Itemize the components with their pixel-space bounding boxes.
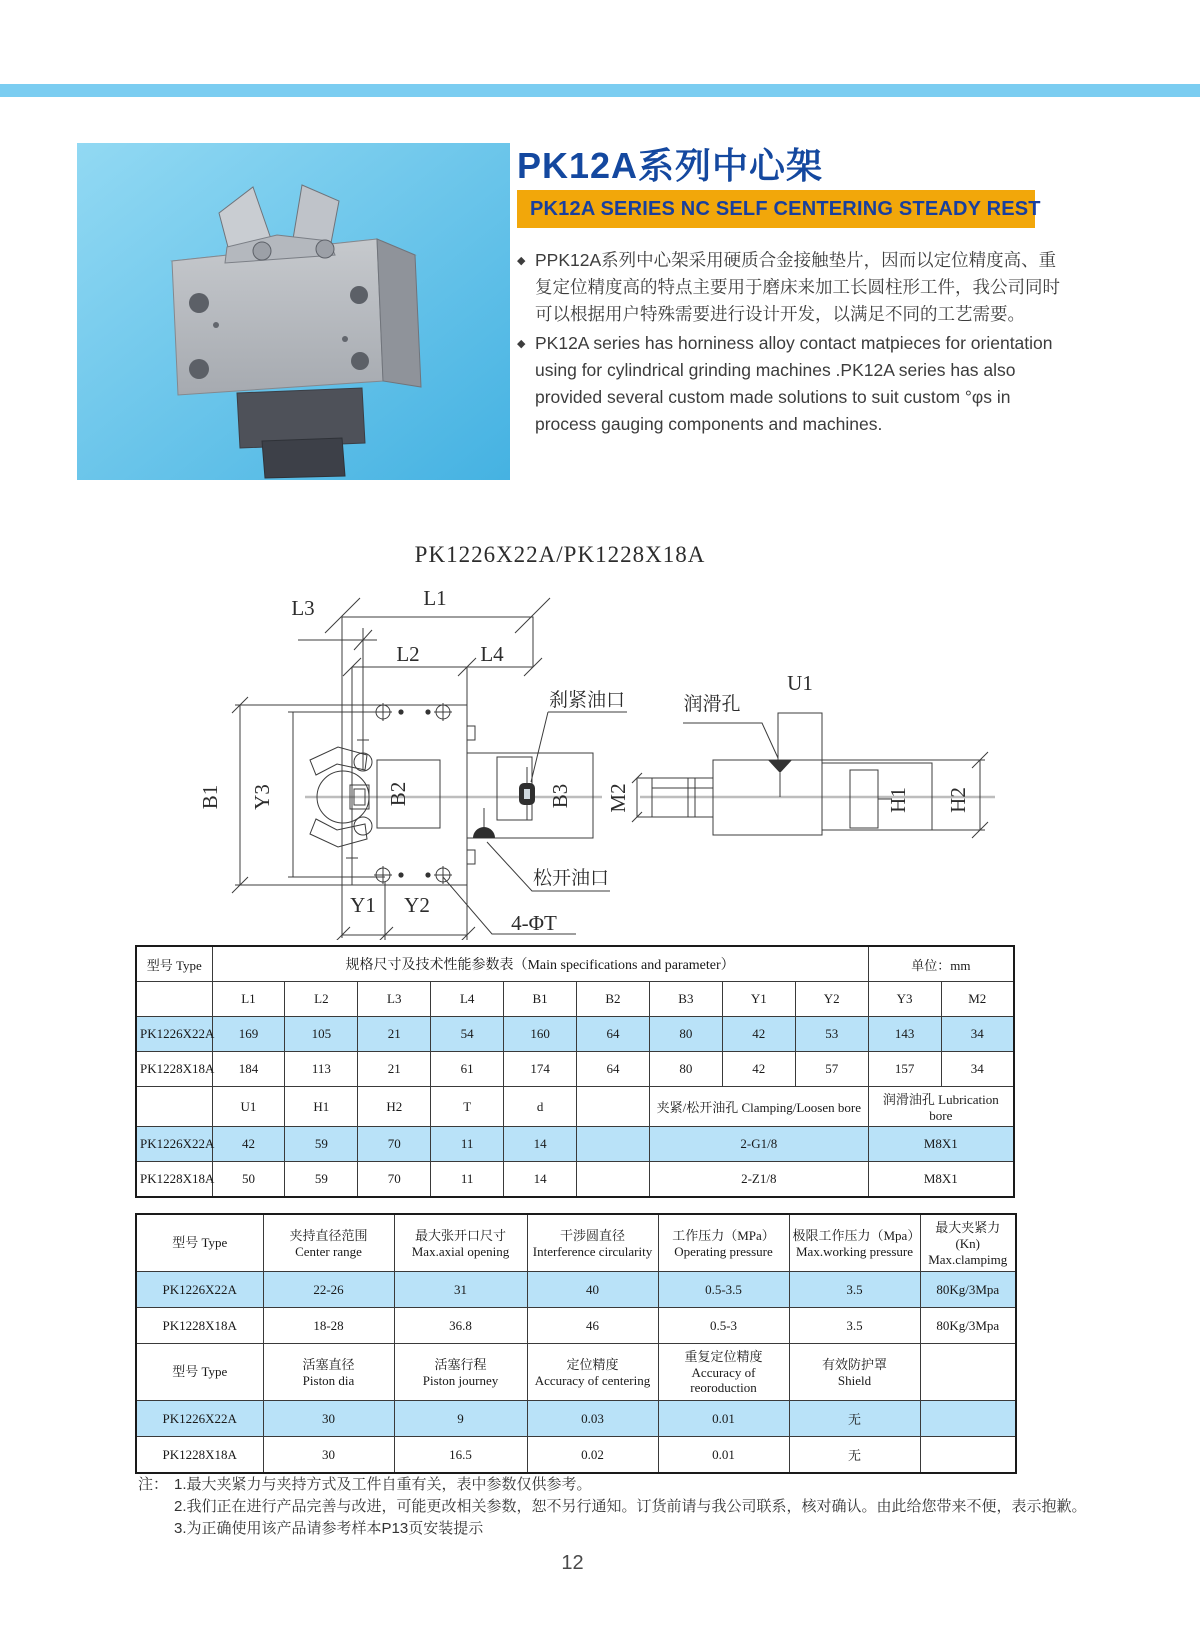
bullet-en-text: PK12A series has horniness alloy contact matpieces for orientation using for cylindrical grinding machines .PK12A series has also provided several custom made solutions to suit custom °φs in process gauging components and machines. xyxy=(535,333,1053,434)
t2-val: 36.8 xyxy=(394,1308,527,1344)
note-line xyxy=(138,1518,1098,1540)
t1-col: L4 xyxy=(431,982,504,1017)
t1-model: PK1226X22A xyxy=(136,1127,212,1162)
table-row xyxy=(136,982,1014,1017)
t2-val: 30 xyxy=(263,1437,394,1474)
note-prefix-spacer xyxy=(138,1496,174,1518)
t1-model: PK1228X18A xyxy=(136,1052,212,1087)
t2-val: 18-28 xyxy=(263,1308,394,1344)
t1-model: PK1228X18A xyxy=(136,1162,212,1198)
t2-val: 0.01 xyxy=(658,1401,789,1437)
t2-val: 40 xyxy=(527,1272,658,1308)
t1-val: 59 xyxy=(285,1162,358,1198)
t1-val: 50 xyxy=(212,1162,285,1198)
t2-col-cn: 最大夹紧力(Kn) xyxy=(935,1219,1001,1251)
bullet-en xyxy=(517,330,1069,438)
t1-val: 21 xyxy=(358,1052,431,1087)
t1-val: 169 xyxy=(212,1017,285,1052)
t2-col xyxy=(263,1344,394,1401)
t2-col xyxy=(527,1214,658,1272)
t1-val: 11 xyxy=(431,1162,504,1198)
t2-col-en: Max.clampimg xyxy=(928,1251,1008,1267)
t1-val: 70 xyxy=(358,1127,431,1162)
t1-val-clamping: 2-Z1/8 xyxy=(649,1162,868,1198)
note-line xyxy=(138,1496,1098,1518)
t1-col: M2 xyxy=(941,982,1014,1017)
t2-col xyxy=(658,1344,789,1401)
performance-table xyxy=(135,1213,1017,1474)
t1-unit: 单位：mm xyxy=(868,946,1014,982)
note-text: 3.为正确使用该产品请参考样本P13页安装提示 xyxy=(174,1520,484,1537)
t1-col: B2 xyxy=(577,982,650,1017)
table-row xyxy=(136,1087,1014,1127)
t1-val: 113 xyxy=(285,1052,358,1087)
t1-col: H1 xyxy=(285,1087,358,1127)
t2-val: 0.5-3 xyxy=(658,1308,789,1344)
t2-model: PK1228X18A xyxy=(136,1308,263,1344)
dim-Y3: Y3 xyxy=(250,784,274,810)
t1-val: 14 xyxy=(504,1127,577,1162)
page-title: PK12A系列中心架 xyxy=(517,145,824,186)
t1-col: T xyxy=(431,1087,504,1127)
bullet-cn xyxy=(517,247,1069,328)
t1-val: 174 xyxy=(504,1052,577,1087)
t1-val: 80 xyxy=(649,1052,722,1087)
dim-M2: M2 xyxy=(606,783,630,813)
top-accent-bar xyxy=(0,84,1200,97)
t2-val: 22-26 xyxy=(263,1272,394,1308)
note-line xyxy=(138,1474,1098,1496)
t1-col: B1 xyxy=(504,982,577,1017)
t1-val-lubrication: M8X1 xyxy=(868,1127,1014,1162)
t1-model: PK1226X22A xyxy=(136,1017,212,1052)
t1-col: H2 xyxy=(358,1087,431,1127)
dim-B2: B2 xyxy=(386,781,410,807)
t1-type-header: 型号 Type xyxy=(136,946,212,982)
series-banner: PK12A SERIES NC SELF CENTERING STEADY REST xyxy=(517,190,1035,228)
t2-col xyxy=(394,1214,527,1272)
callout-lube-hole: 润滑孔 xyxy=(683,694,741,715)
t1-val-lubrication: M8X1 xyxy=(868,1162,1014,1198)
diamond-bullet-icon: ◆ xyxy=(517,255,526,267)
page-number: 12 xyxy=(561,1552,584,1574)
t2-val: 30 xyxy=(263,1401,394,1437)
t2-val: 3.5 xyxy=(789,1308,920,1344)
steady-rest-photo-illustration xyxy=(77,143,510,480)
t2-col-cn: 有效防护罩 xyxy=(821,1356,887,1372)
t2-model: PK1228X18A xyxy=(136,1437,263,1474)
table-row xyxy=(136,1437,1016,1474)
dimension-table xyxy=(135,945,1015,1198)
bullet-cn-text: PPK12A系列中心架采用硬质合金接触垫片，因而以定位精度高、重复定位精度高的特点主要用于磨床来加工长圆柱形工件，我公司同时可以根据用户特殊需要进行设计开发，以满足不同的工艺需要。 xyxy=(535,250,1060,324)
t1-col: U1 xyxy=(212,1087,285,1127)
dim-H1: H1 xyxy=(886,787,910,813)
dim-L2: L2 xyxy=(396,642,420,666)
t1-blank xyxy=(577,1127,650,1162)
dim-H2: H2 xyxy=(946,787,970,813)
t2-col xyxy=(789,1344,920,1401)
callout-brake-port: 刹紧油口 xyxy=(548,690,626,711)
t1-val: 11 xyxy=(431,1127,504,1162)
footnotes xyxy=(138,1474,1098,1540)
t1-val: 34 xyxy=(941,1017,1014,1052)
t2-val: 0.03 xyxy=(527,1401,658,1437)
note-prefix: 注： xyxy=(138,1476,169,1493)
t2-col-cn: 活塞行程 xyxy=(434,1356,487,1372)
t1-val: 157 xyxy=(868,1052,941,1087)
t2-col-en: Accuracy of reoroduction xyxy=(690,1365,757,1395)
t2-col-en: Piston journey xyxy=(422,1372,499,1388)
t2-col-cn: 工作压力（MPa） xyxy=(672,1227,775,1243)
t2-col-en: Max.working pressure xyxy=(796,1243,913,1259)
t1-blank xyxy=(577,1087,650,1127)
table-row xyxy=(136,1401,1016,1437)
dim-L4: L4 xyxy=(480,642,504,666)
t1-val: 64 xyxy=(577,1017,650,1052)
t1-val: 64 xyxy=(577,1052,650,1087)
t1-col-clamping: 夹紧/松开油孔 Clamping/Loosen bore xyxy=(649,1087,868,1127)
t1-val: 143 xyxy=(868,1017,941,1052)
t1-val: 42 xyxy=(722,1052,795,1087)
t2-val xyxy=(920,1437,1016,1474)
t1-col-lubrication: 润滑油孔 Lubrication bore xyxy=(868,1087,1014,1127)
t1-val: 57 xyxy=(795,1052,868,1087)
t1-val-clamping: 2-G1/8 xyxy=(649,1127,868,1162)
t2-val xyxy=(920,1401,1016,1437)
table-row xyxy=(136,1017,1014,1052)
t2-val: 无 xyxy=(789,1401,920,1437)
product-photo xyxy=(77,143,510,480)
t1-val: 61 xyxy=(431,1052,504,1087)
t2-val: 0.01 xyxy=(658,1437,789,1474)
t1-val: 21 xyxy=(358,1017,431,1052)
t2-val: 0.5-3.5 xyxy=(658,1272,789,1308)
t2-col-en: Accuracy of centering xyxy=(534,1372,651,1388)
t1-col: B3 xyxy=(649,982,722,1017)
table-row xyxy=(136,1127,1014,1162)
t2-col-cn: 型号 Type xyxy=(172,1364,228,1379)
t1-val: 53 xyxy=(795,1017,868,1052)
t1-blank xyxy=(136,1087,212,1127)
table-row xyxy=(136,946,1014,982)
t2-col-cn: 最大张开口尺寸 xyxy=(414,1227,506,1243)
t2-col-cn: 极限工作压力（Mpa） xyxy=(792,1227,921,1243)
note-text: 1.最大夹紧力与夹持方式及工件自重有关，表中参数仅供参考。 xyxy=(174,1476,592,1493)
note-text: 2.我们正在进行产品完善与改进，可能更改相关参数，恕不另行通知。订货前请与我公司联系，核对确认。由此给您带来不便，表示抱歉。 xyxy=(174,1498,1087,1515)
t1-val: 42 xyxy=(722,1017,795,1052)
t1-val: 34 xyxy=(941,1052,1014,1087)
t2-val: 无 xyxy=(789,1437,920,1474)
t1-val: 80 xyxy=(649,1017,722,1052)
dim-B1: B1 xyxy=(198,784,222,810)
t2-col xyxy=(136,1344,263,1401)
t2-val: 3.5 xyxy=(789,1272,920,1308)
t2-val: 80Kg/3Mpa xyxy=(920,1272,1016,1308)
t2-model: PK1226X22A xyxy=(136,1272,263,1308)
table-row xyxy=(136,1344,1016,1401)
t1-blank xyxy=(577,1162,650,1198)
t2-col-en: Piston dia xyxy=(302,1372,355,1388)
t2-col xyxy=(263,1214,394,1272)
t1-col: L1 xyxy=(212,982,285,1017)
t1-col: L3 xyxy=(358,982,431,1017)
t2-model: PK1226X22A xyxy=(136,1401,263,1437)
t2-val: 80Kg/3Mpa xyxy=(920,1308,1016,1344)
t2-col-cn: 型号 Type xyxy=(172,1235,228,1250)
dim-B3: B3 xyxy=(548,783,572,809)
t1-main-title: 规格尺寸及技术性能参数表（Main specifications and parameter） xyxy=(212,946,868,982)
t1-val: 42 xyxy=(212,1127,285,1162)
t2-val: 46 xyxy=(527,1308,658,1344)
t1-val: 70 xyxy=(358,1162,431,1198)
t1-col: d xyxy=(504,1087,577,1127)
t2-col xyxy=(527,1344,658,1401)
t2-col xyxy=(394,1344,527,1401)
dim-L3: L3 xyxy=(291,596,315,620)
t2-val: 0.02 xyxy=(527,1437,658,1474)
diamond-bullet-icon: ◆ xyxy=(517,338,526,350)
t1-val: 14 xyxy=(504,1162,577,1198)
t2-col-cn: 夹持直径范围 xyxy=(289,1227,368,1243)
t2-val: 9 xyxy=(394,1401,527,1437)
t2-col xyxy=(136,1214,263,1272)
dim-U1: U1 xyxy=(787,671,813,695)
table-row xyxy=(136,1162,1014,1198)
t1-val: 105 xyxy=(285,1017,358,1052)
t2-col-cn: 活塞直径 xyxy=(302,1356,355,1372)
t2-col-cn: 干涉圆直径 xyxy=(559,1227,625,1243)
t2-col-en: Shield xyxy=(837,1372,872,1388)
t2-col xyxy=(920,1214,1016,1272)
intro-bullets xyxy=(517,247,1069,440)
t2-col xyxy=(789,1214,920,1272)
table-row xyxy=(136,1052,1014,1087)
technical-drawing xyxy=(140,520,1020,940)
t2-col xyxy=(920,1344,1016,1401)
t2-col xyxy=(658,1214,789,1272)
t2-col-en: Operating pressure xyxy=(674,1243,773,1259)
drawing-title: PK1226X22A/PK1228X18A xyxy=(414,542,706,567)
note-prefix-spacer xyxy=(138,1518,174,1540)
table-row xyxy=(136,1272,1016,1308)
t2-col-cn: 重复定位精度 xyxy=(684,1349,763,1364)
t1-val: 59 xyxy=(285,1127,358,1162)
t2-val: 16.5 xyxy=(394,1437,527,1474)
t1-col: Y3 xyxy=(868,982,941,1017)
t1-col: Y2 xyxy=(795,982,868,1017)
callout-loosen-port: 松开油口 xyxy=(532,868,610,889)
dim-L1: L1 xyxy=(423,586,447,610)
dim-Y1: Y1 xyxy=(350,893,376,917)
dim-4-phi-T: 4-ΦT xyxy=(511,911,557,935)
dim-Y2: Y2 xyxy=(404,893,430,917)
t1-col: Y1 xyxy=(722,982,795,1017)
t2-col-en: Max.axial opening xyxy=(411,1243,510,1259)
t2-col-en: Center range xyxy=(295,1243,362,1259)
table-row xyxy=(136,1308,1016,1344)
t2-col-cn: 定位精度 xyxy=(566,1356,619,1372)
t2-val: 31 xyxy=(394,1272,527,1308)
dimension-drawing-svg xyxy=(140,520,1020,940)
table-row xyxy=(136,1214,1016,1272)
t1-blank xyxy=(136,982,212,1017)
t1-val: 54 xyxy=(431,1017,504,1052)
t1-col: L2 xyxy=(285,982,358,1017)
t1-val: 184 xyxy=(212,1052,285,1087)
t1-val: 160 xyxy=(504,1017,577,1052)
t2-col-en: Interference circularity xyxy=(532,1243,653,1259)
